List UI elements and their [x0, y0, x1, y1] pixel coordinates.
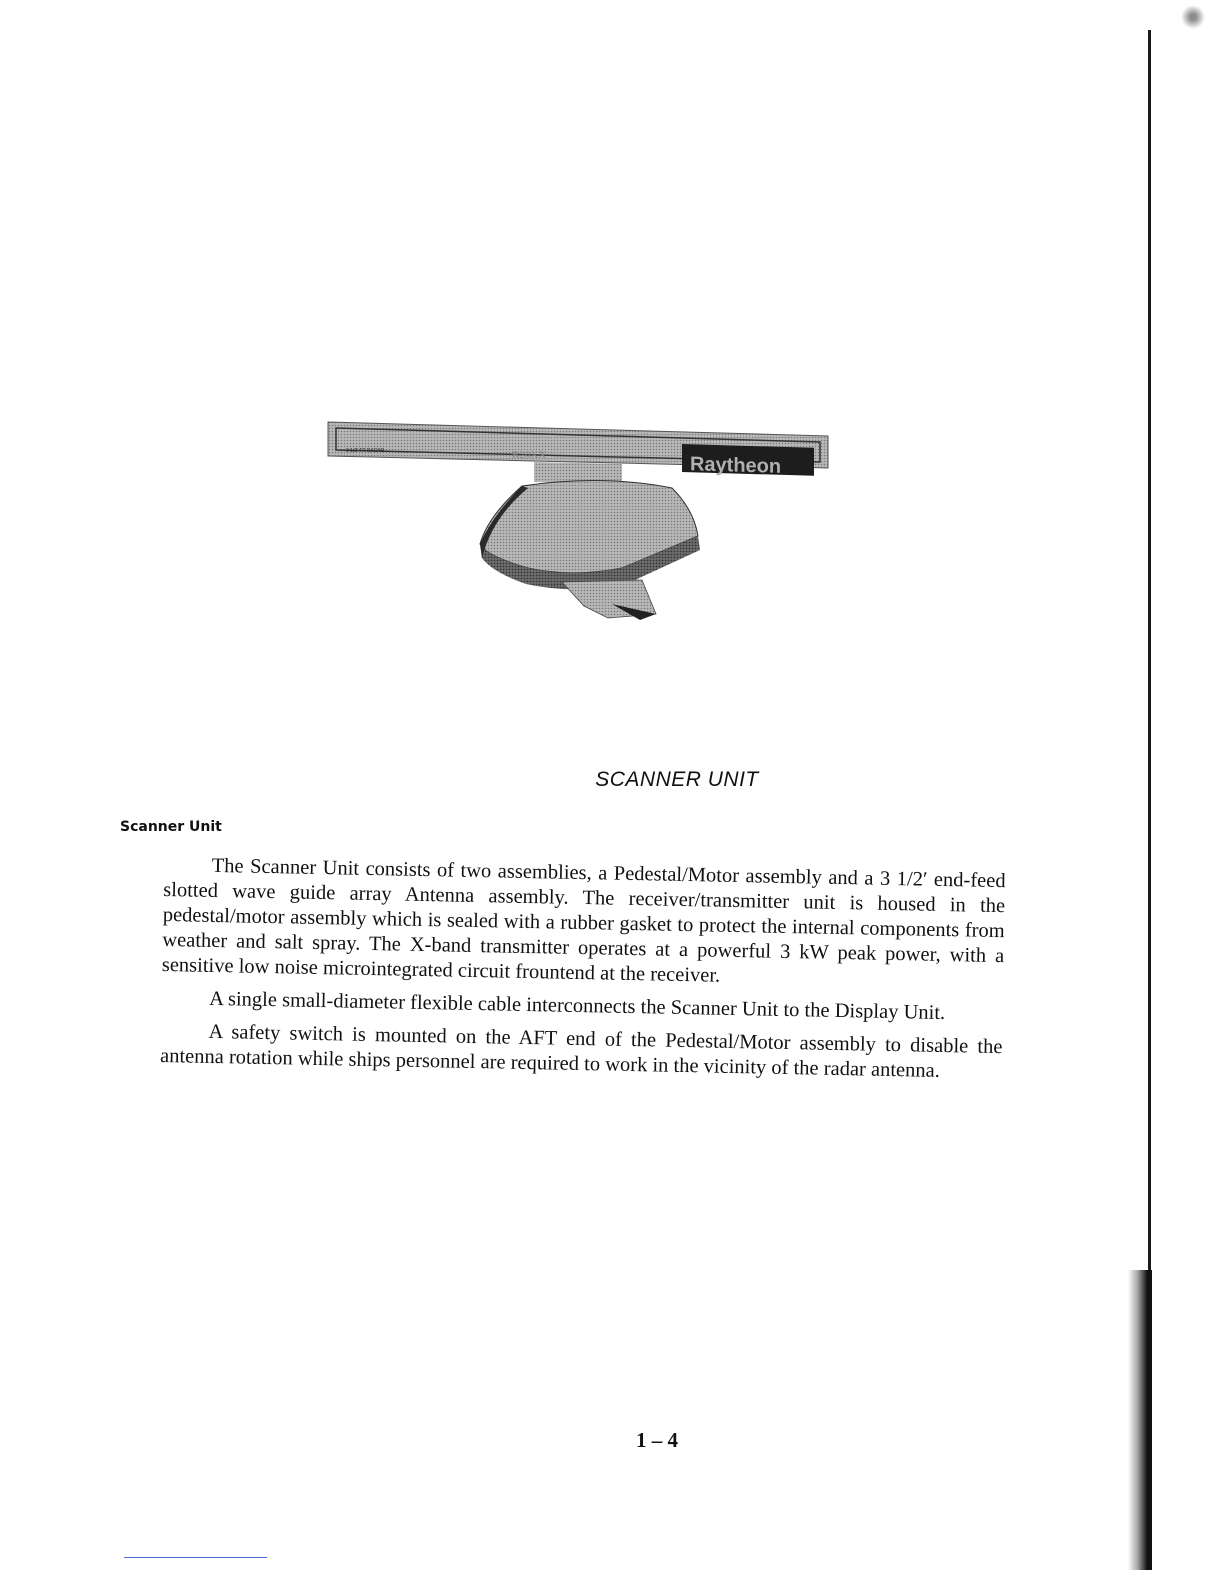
footer-rule [124, 1557, 267, 1558]
paragraph: The Scanner Unit consists of two assemblies, a Pedestal/Motor assembly and a 3 1/2′ end-feed slotted wave guide array Antenna assembly. The receiver/transmitter unit is housed in the pedestal/motor assembly which is sealed with a rubber gasket to protect the internal components from weather and salt spray. The X-band transmitter operates at a powerful 3 kW peak power, with a sensitive low noise microintegrated circuit frountend at the receiver. [161, 854, 1006, 987]
brand-logo: Raytheon [690, 453, 782, 478]
model-label: R20XX [512, 449, 547, 461]
section-heading: Scanner Unit [120, 819, 222, 835]
paragraph: A single small-diameter flexible cable interconnects the Scanner Unit to the Display Unit. [208, 987, 946, 1025]
pedestal-motor-housing [480, 480, 700, 620]
scanner-unit-illustration [322, 418, 834, 640]
page-number: 1 – 4 [636, 1428, 678, 1452]
scanner-unit-photo [322, 418, 834, 640]
antenna-small-label: 3 1/2' FT RADAR [346, 448, 385, 454]
body-text [160, 853, 1006, 1093]
paragraph: A safety switch is mounted on the AFT end of the Pedestal/Motor assembly to disable the antenna rotation while ships personnel are required to work in the vicinity of the radar antenna. [159, 1020, 1003, 1082]
scan-speck [1180, 2, 1206, 32]
scan-edge-shadow [1128, 1270, 1152, 1570]
figure-caption: SCANNER UNIT [595, 768, 759, 791]
